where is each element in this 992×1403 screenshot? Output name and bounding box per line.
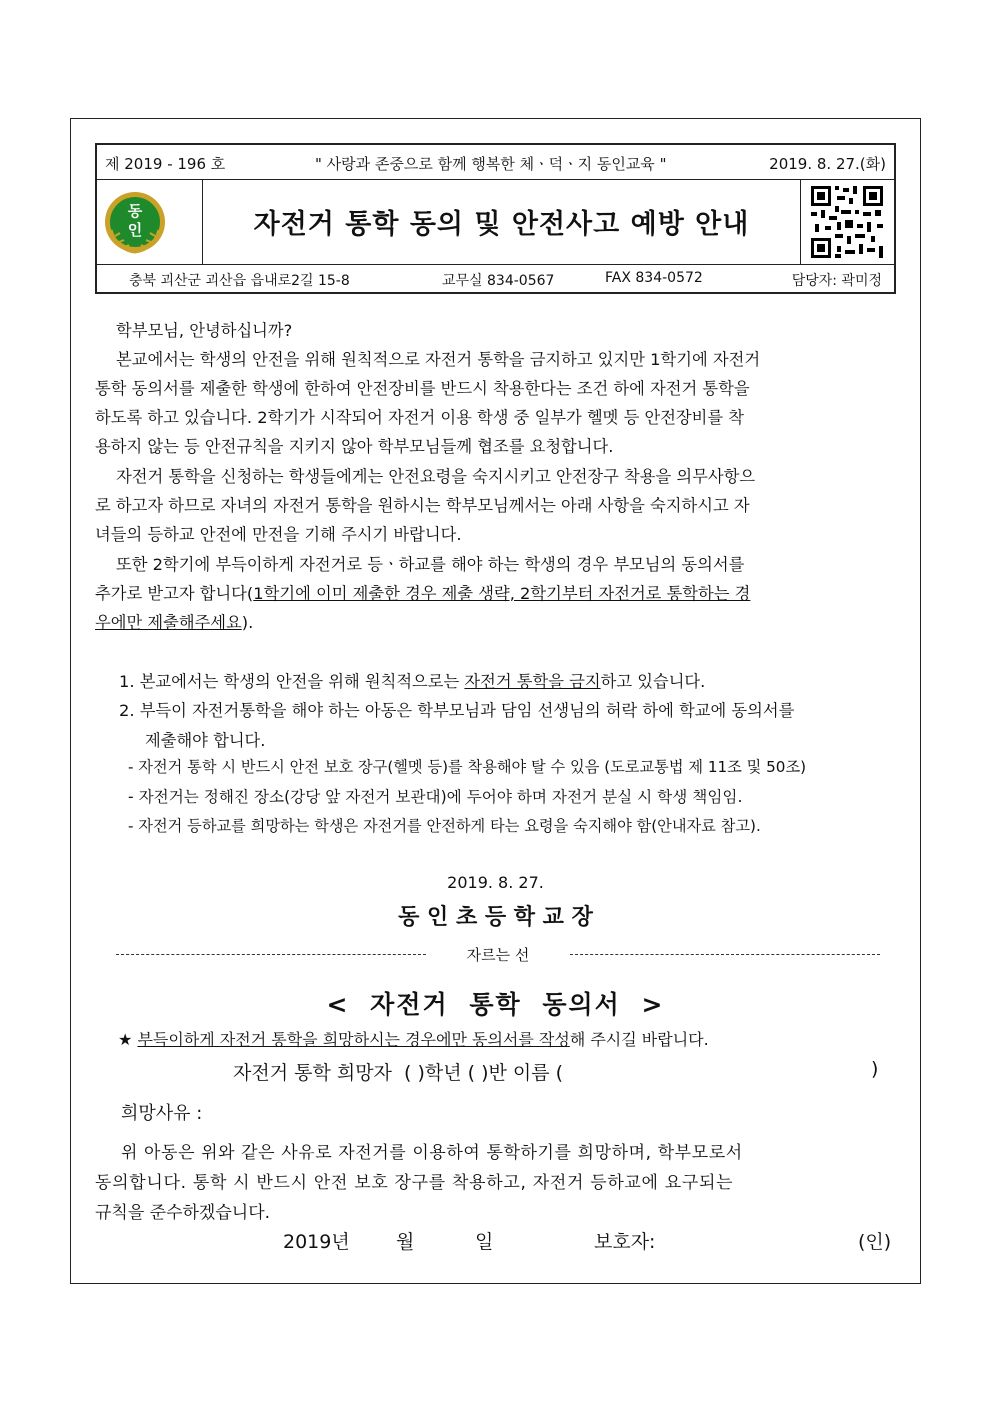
school-motto: " 사랑과 존중으로 함께 행복한 체ㆍ덕ㆍ지 동인교육 " [315,155,667,173]
cut-line [116,944,880,964]
rule-item-2-line-2: 제출해야 합니다. [145,731,266,750]
rule-sub-1: - 자전거 통학 시 반드시 안전 보호 장구(헬멧 등)를 착용해야 탈 수 있음 (도로교통법 제 11조 및 50조) [128,758,807,776]
paragraph-3-text: 추가로 받고자 합니다( [95,584,254,603]
paragraph-3-line-1: 또한 2학기에 부득이하게 자전거로 등ㆍ하교를 해야 하는 학생의 경우 부모님의 동의서를 [116,555,745,574]
sign-month[interactable]: 월 [396,1231,415,1253]
sign-year: 2019년 [283,1231,350,1253]
paragraph-2-line-3: 녀들의 등하교 안전에 만전을 기해 주시기 바랍니다. [95,525,462,544]
applicant-row [233,1058,563,1085]
paragraph-3-underlined: 1학기에 이미 제출한 경우 제출 생략, 2학기부터 자전거로 통학하는 경 [253,584,751,603]
paragraph-3-line-2 [95,580,750,604]
issue-number: 제 2019 - 196 호 [105,155,226,173]
form-note [118,1027,709,1050]
paragraph-2-line-2: 로 하고자 하므로 자녀의 자전거 통학을 원하시는 학부모님께서는 아래 사항을 숙지하시고 자 [95,496,750,515]
paragraph-3-underlined-end: 우에만 제출해주세요 [95,613,242,632]
consent-line-1: 위 아동은 위와 같은 사유로 자전거를 이용하여 통학하기를 희망하며, 학부모로서 [121,1143,743,1163]
paragraph-2-line-1: 자전거 통학을 신청하는 학생들에게는 안전요령을 숙지시키고 안전장구 착용을 의무사항으 [116,467,756,486]
contact-person: 담당자: 곽미정 [791,273,882,289]
office-phone: 교무실 834-0567 [442,273,555,289]
svg-text:인: 인 [127,221,143,239]
cut-line-right-dashes [570,954,880,955]
paragraph-1-line-2: 통학 동의서를 제출한 학생에 한하여 안전장비를 반드시 착용한다는 조건 하에 자전거 통학을 [95,379,750,398]
qr-code-cell [800,180,894,264]
document-title: 자전거 통학 동의 및 안전사고 예방 안내 [253,209,750,240]
fax-number: FAX 834-0572 [605,270,703,286]
rule-item-1-text: 1. 본교에서는 학생의 안전을 위해 원칙적으로는 [119,672,465,691]
letterhead-top-row [97,145,894,180]
issue-date: 2019. 8. 27.(화) [769,155,886,173]
paragraph-1-line-1: 본교에서는 학생의 안전을 위해 원칙적으로 자전거 통학을 금지하고 있지만 1학기에 자전거 [116,350,761,369]
principal-title: 동 인 초 등 학 교 장 [398,905,593,930]
form-note-rest: 해 주시길 바랍니다. [569,1030,709,1049]
cut-line-left-dashes [116,954,426,955]
letterhead-contact-row [97,265,894,292]
consent-line-2: 동의합니다. 통학 시 반드시 안전 보호 장구를 착용하고, 자전거 등하교에 요구되는 [95,1173,734,1193]
school-logo-cell [97,180,203,264]
rule-item-1-underlined: 자전거 통학을 금지 [464,672,601,691]
paragraph-1-line-3: 하도록 하고 있습니다. 2학기가 시작되어 자전거 이용 학생 중 일부가 헬멧 등 안전장비를 착 [95,408,745,427]
paragraph-1-line-4: 용하지 않는 등 안전규칙을 지키지 않아 학부모님들께 협조를 요청합니다. [95,437,614,456]
guardian-label[interactable]: 보호자: [594,1231,656,1253]
school-address: 충북 괴산군 괴산읍 읍내로2길 15-8 [129,273,350,289]
cut-line-label: 자르는 선 [436,944,560,965]
sign-day[interactable]: 일 [475,1231,494,1253]
rule-sub-2: - 자전거는 정해진 장소(강당 앞 자전거 보관대)에 두어야 하며 자전거 분실 시 학생 책임임. [128,788,743,806]
rule-item-1 [119,668,705,692]
qr-code-icon [801,180,893,263]
school-emblem-icon [97,180,201,263]
form-note-underlined: 부득이하게 자전거 통학을 희망하시는 경우에만 동의서를 작성 [137,1030,570,1049]
seal-mark: (인) [858,1231,892,1253]
rule-item-2-line-1: 2. 부득이 자전거통학을 해야 하는 아동은 학부모님과 담임 선생님의 허락 하에 학교에 동의서를 [119,701,795,720]
paragraph-3-end: ). [241,613,254,632]
applicant-label: 자전거 통학 희망자 [233,1062,392,1084]
paragraph-3-line-3 [95,609,253,633]
letterhead-title-row [97,180,894,265]
svg-text:동: 동 [127,202,143,220]
greeting: 학부모님, 안녕하십니까? [116,321,293,340]
form-title: < 자전거 통학 동의서 > [326,990,665,1019]
reason-label[interactable]: 희망사유 : [121,1103,203,1124]
letterhead [95,143,896,294]
signature-date: 2019. 8. 27. [447,873,544,892]
applicant-row-close: ) [871,1058,879,1080]
rule-sub-3: - 자전거 등하교를 희망하는 학생은 자전거를 안전하게 타는 요령을 숙지해야 함(안내자료 참고). [128,817,761,835]
rule-item-1-end: 하고 있습니다. [600,672,706,691]
star-icon: ★ [118,1030,133,1049]
consent-line-3: 규칙을 준수하겠습니다. [95,1203,271,1223]
grade-class-name-field[interactable]: ( )학년 ( )반 이름 ( [404,1062,564,1084]
